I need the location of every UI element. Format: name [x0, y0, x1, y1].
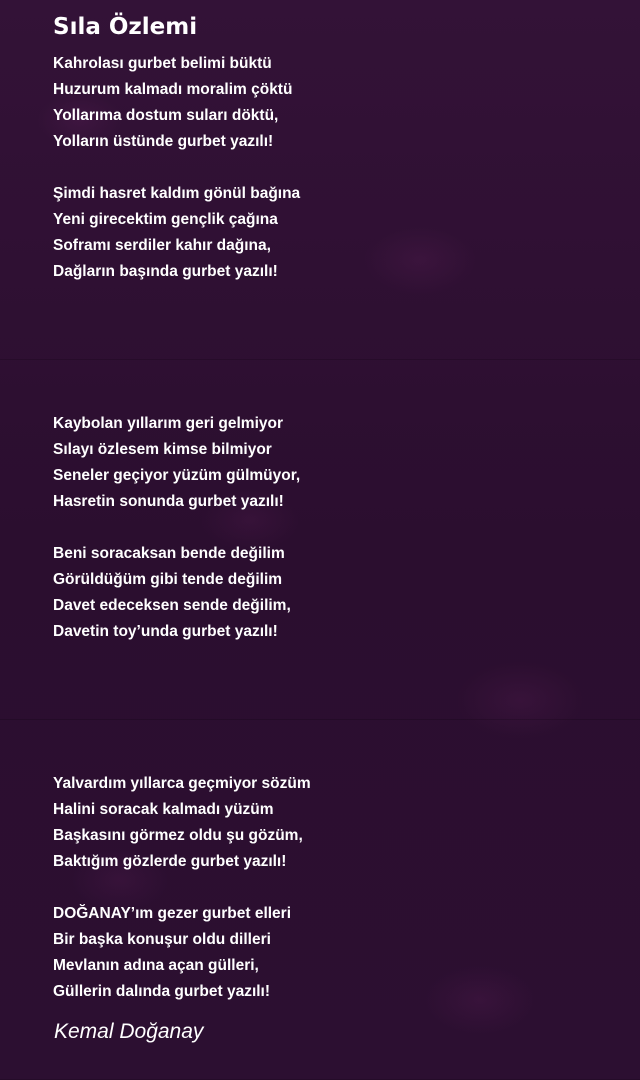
poem-line: Sılayı özlesem kimse bilmiyor [53, 441, 272, 458]
poem-section-1 [53, 51, 300, 285]
stanza [53, 771, 311, 875]
poem-line: Huzurum kalmadı moralim çöktü [53, 81, 293, 98]
poem-line: Güllerin dalında gurbet yazılı! [53, 983, 271, 1000]
poem-line: Şimdi hasret kaldım gönül bağına [53, 185, 301, 202]
poem-section-3 [53, 771, 311, 1005]
author-name: Kemal Doğanay [54, 1020, 204, 1043]
poem-line: Dağların başında gurbet yazılı! [53, 263, 278, 280]
poem-line: Davetin toy’unda gurbet yazılı! [53, 623, 278, 640]
poem-line: Beni soracaksan bende değilim [53, 545, 285, 562]
poem-line: Yeni girecektim gençlik çağına [53, 211, 278, 228]
poem-line: Yalvardım yıllarca geçmiyor sözüm [53, 775, 311, 792]
poem-section-2 [53, 411, 300, 645]
poem-line: Görüldüğüm gibi tende değilim [53, 571, 283, 588]
poem-line: Soframı serdiler kahır dağına, [53, 237, 271, 254]
stanza [53, 541, 300, 645]
poem-line: Mevlanın adına açan gülleri, [53, 957, 259, 974]
poem-line: Yollarıma dostum suları döktü, [53, 107, 279, 124]
poem-line: Bir başka konuşur oldu dilleri [53, 931, 271, 948]
poem-line: Yolların üstünde gurbet yazılı! [53, 133, 274, 150]
poem-line: Halini soracak kalmadı yüzüm [53, 801, 274, 818]
poem-line: Kahrolası gurbet belimi büktü [53, 55, 272, 72]
stanza [53, 51, 300, 155]
poem-line: Baktığım gözlerde gurbet yazılı! [53, 853, 287, 870]
stanza [53, 411, 300, 515]
poem-line: Davet edeceksen sende değilim, [53, 597, 291, 614]
poem-title: Sıla Özlemi [53, 14, 198, 40]
poem-line: Hasretin sonunda gurbet yazılı! [53, 493, 284, 510]
poem-line: Kaybolan yıllarım geri gelmiyor [53, 415, 283, 432]
poem-line: Başkasını görmez oldu şu gözüm, [53, 827, 303, 844]
poem-line: Seneler geçiyor yüzüm gülmüyor, [53, 467, 301, 484]
stanza [53, 181, 300, 285]
stanza [53, 901, 311, 1005]
poem-line: DOĞANAY’ım gezer gurbet elleri [53, 905, 292, 922]
